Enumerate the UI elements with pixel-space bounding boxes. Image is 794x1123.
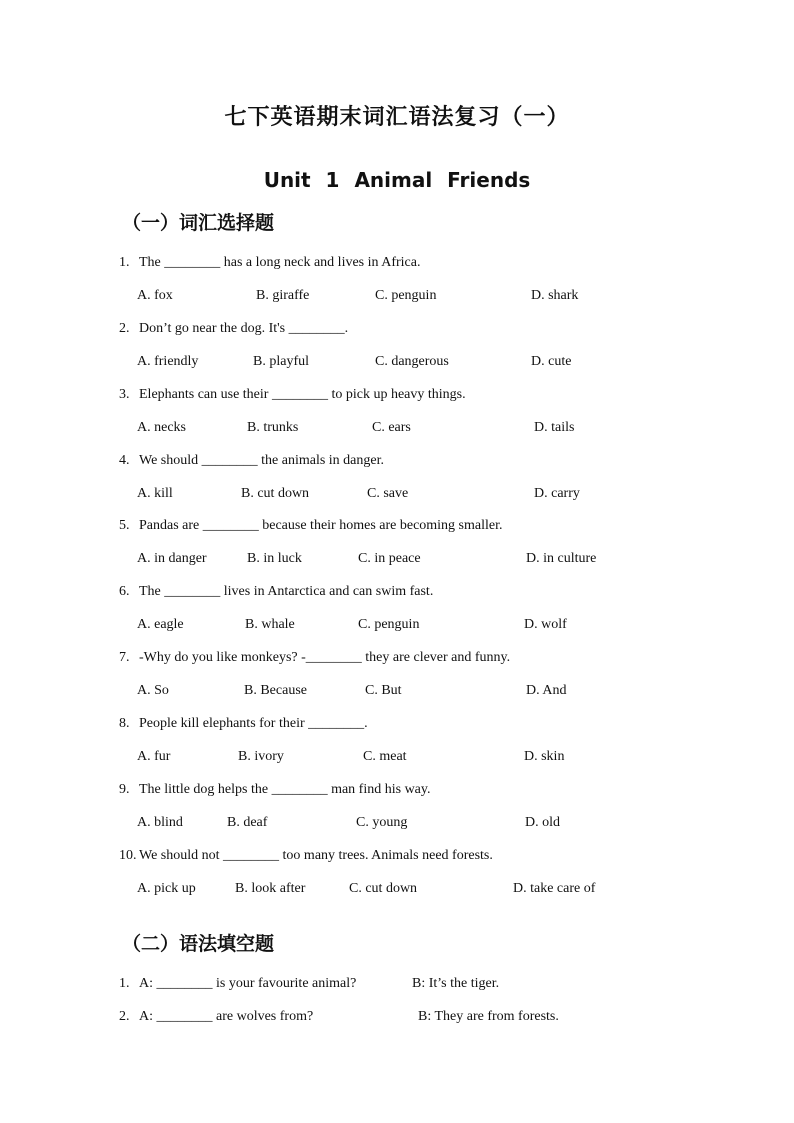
question-text: A: ________ is your favourite animal? bbox=[139, 976, 357, 991]
section-heading-vocabulary: （一）词汇选择题 bbox=[122, 212, 275, 234]
option-c: C. penguin bbox=[375, 288, 437, 303]
question-4 bbox=[119, 453, 384, 469]
question-text: The little dog helps the ________ man find his way. bbox=[139, 782, 431, 797]
option-d: D. in culture bbox=[526, 551, 597, 566]
question-number: 9. bbox=[119, 782, 130, 797]
option-a: A. fox bbox=[137, 288, 173, 303]
question-6 bbox=[119, 584, 433, 600]
question-number: 2. bbox=[119, 321, 130, 336]
option-c: C. ears bbox=[372, 420, 411, 435]
question-8 bbox=[119, 716, 368, 732]
unit-title: Unit 1 Animal Friends bbox=[263, 168, 531, 192]
option-a: A. eagle bbox=[137, 617, 184, 632]
question-number: 7. bbox=[119, 650, 130, 665]
option-d: D. cute bbox=[531, 354, 572, 369]
option-a: A. in danger bbox=[137, 551, 207, 566]
option-d: D. And bbox=[526, 683, 567, 698]
option-b: B. playful bbox=[253, 354, 309, 369]
option-a: A. So bbox=[137, 683, 169, 698]
question-text: A: ________ are wolves from? bbox=[139, 1009, 314, 1024]
option-b: B. giraffe bbox=[256, 288, 310, 303]
question-text: People kill elephants for their ________. bbox=[139, 716, 368, 731]
question-number: 5. bbox=[119, 518, 130, 533]
option-b: B. Because bbox=[244, 683, 307, 698]
option-b: B. whale bbox=[245, 617, 295, 632]
option-c: C. meat bbox=[363, 749, 407, 764]
question-5 bbox=[119, 518, 503, 534]
option-d: D. old bbox=[525, 815, 560, 830]
question-text: We should not ________ too many trees. Animals need forests. bbox=[139, 848, 493, 863]
option-b: B. in luck bbox=[247, 551, 302, 566]
question-number: 1. bbox=[119, 255, 130, 270]
question-2 bbox=[119, 321, 348, 337]
option-a: A. kill bbox=[137, 486, 173, 501]
option-b: B. trunks bbox=[247, 420, 299, 435]
grammar-question-2 bbox=[119, 1009, 313, 1025]
option-d: D. carry bbox=[534, 486, 580, 501]
question-number: 4. bbox=[119, 453, 130, 468]
option-c: C. cut down bbox=[349, 881, 418, 896]
question-number: 3. bbox=[119, 387, 130, 402]
option-a: A. blind bbox=[137, 815, 183, 830]
option-d: D. wolf bbox=[524, 617, 567, 632]
option-b: B. deaf bbox=[227, 815, 268, 830]
question-text: The ________ lives in Antarctica and can swim fast. bbox=[139, 584, 434, 599]
option-b: B. ivory bbox=[238, 749, 284, 764]
question-number: 10. bbox=[119, 848, 137, 863]
question-number: 2. bbox=[119, 1009, 130, 1024]
option-c: C. in peace bbox=[358, 551, 421, 566]
answer-text: B: They are from forests. bbox=[418, 1009, 559, 1024]
option-c: C. young bbox=[356, 815, 408, 830]
option-a: A. necks bbox=[137, 420, 186, 435]
option-d: D. shark bbox=[531, 288, 579, 303]
question-9 bbox=[119, 782, 431, 798]
question-text: Pandas are ________ because their homes are becoming smaller. bbox=[139, 518, 503, 533]
question-1 bbox=[119, 255, 420, 271]
option-b: B. cut down bbox=[241, 486, 310, 501]
question-number: 6. bbox=[119, 584, 130, 599]
question-text: The ________ has a long neck and lives in Africa. bbox=[139, 255, 421, 270]
question-text: We should ________ the animals in danger. bbox=[139, 453, 384, 468]
option-a: A. pick up bbox=[137, 881, 196, 896]
option-a: A. friendly bbox=[137, 354, 199, 369]
option-d: D. tails bbox=[534, 420, 575, 435]
question-7 bbox=[119, 650, 510, 666]
page-title: 七下英语期末词汇语法复习（一） bbox=[224, 105, 570, 130]
question-text: Elephants can use their ________ to pick up heavy things. bbox=[139, 387, 466, 402]
question-3 bbox=[119, 387, 466, 403]
question-number: 1. bbox=[119, 976, 130, 991]
answer-text: B: It’s the tiger. bbox=[412, 976, 500, 991]
section-heading-grammar: （二）语法填空题 bbox=[122, 933, 275, 955]
option-b: B. look after bbox=[235, 881, 306, 896]
question-number: 8. bbox=[119, 716, 130, 731]
question-text: Don’t go near the dog. It's ________. bbox=[139, 321, 349, 336]
option-c: C. dangerous bbox=[375, 354, 449, 369]
option-d: D. skin bbox=[524, 749, 565, 764]
question-10 bbox=[119, 848, 493, 864]
option-c: C. penguin bbox=[358, 617, 420, 632]
grammar-question-1 bbox=[119, 976, 356, 992]
option-a: A. fur bbox=[137, 749, 171, 764]
option-c: C. save bbox=[367, 486, 409, 501]
option-c: C. But bbox=[365, 683, 402, 698]
option-d: D. take care of bbox=[513, 881, 596, 896]
question-text: -Why do you like monkeys? -________ they are clever and funny. bbox=[139, 650, 511, 665]
